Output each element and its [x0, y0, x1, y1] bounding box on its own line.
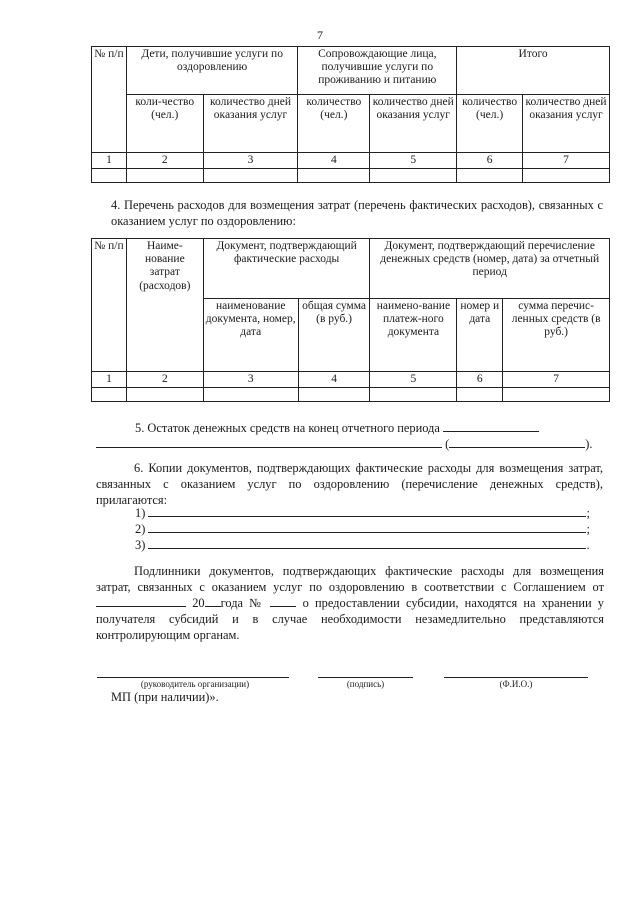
- year-prefix: 20: [192, 596, 205, 610]
- subheader-document-name: наименование документа, номер, дата: [203, 299, 298, 372]
- col-header-accompanying: Сопровождающие лица, получившие услуги по проживанию и питанию: [298, 47, 457, 95]
- year-suffix: года №: [220, 596, 265, 610]
- caption-sign: (подпись): [346, 679, 385, 689]
- balance-amount-field[interactable]: [449, 447, 585, 448]
- subheader-number-date: номер и дата: [457, 299, 503, 372]
- subheader-days-children: количество дней оказания услуг: [203, 95, 298, 153]
- expenses-table: [91, 238, 610, 402]
- signature-fio-line[interactable]: [444, 677, 588, 678]
- section-5: [135, 420, 605, 436]
- attachment-number: 3): [135, 538, 146, 552]
- empty-cell: [92, 169, 127, 183]
- section-4-text: 4. Перечень расходов для возмещения затрат (перечень фактических расходов), связанных с оказанием услуг по оздоровлению:: [111, 198, 603, 228]
- column-number: 7: [523, 153, 610, 169]
- col-header-children: Дети, получившие услуги по оздоровлению: [126, 47, 298, 95]
- subheader-total-sum: общая сумма (в руб.): [298, 299, 370, 372]
- column-number: 4: [298, 153, 370, 169]
- signature-sign-line[interactable]: [318, 677, 413, 678]
- section-6-text: 6. Копии документов, подтверждающих фактические расходы для возмещения затрат, связанных с оказанием услуг по оздоровлению (перечисление денежных средств), прилагаются:: [96, 461, 603, 507]
- column-number: 5: [370, 153, 457, 169]
- column-number: 5: [370, 372, 457, 388]
- subheader-qty-total: количество (чел.): [457, 95, 523, 153]
- col-header-total: Итого: [457, 47, 610, 95]
- caption-head: (руководитель организации): [140, 679, 250, 689]
- subheader-payment-document: наимено-вание платеж-ного документа: [370, 299, 457, 372]
- attachment-item: [135, 521, 605, 537]
- column-number: 1: [92, 153, 127, 169]
- col-header-num: № п/п: [92, 239, 127, 372]
- col-header-expense-document: Документ, подтверждающий фактические расходы: [203, 239, 370, 299]
- empty-cell: [298, 169, 370, 183]
- paren-close: ).: [585, 437, 593, 451]
- originals-text-1: Подлинники документов, подтверждающих фактические расходы для возмещения затрат, связанных с оказанием услуг по оздоровлению в соответствии с Соглашением от: [96, 564, 604, 594]
- originals-text-2: о предоставлении субсидии, находятся на хранении у получателя субсидий и в случае необходимости незамедлительно представляются контролирующим органам.: [96, 596, 605, 642]
- agreement-date-field[interactable]: [96, 606, 186, 607]
- balance-words-field[interactable]: [96, 447, 442, 448]
- col-header-num: № п/п: [92, 47, 127, 153]
- empty-cell: [370, 388, 457, 402]
- attachment-end: ;: [586, 506, 590, 520]
- empty-cell: [126, 169, 203, 183]
- recipients-table: [91, 46, 610, 183]
- empty-cell: [370, 169, 457, 183]
- originals-paragraph: [96, 563, 604, 643]
- col-header-expense-name: Наиме-нование затрат (расходов): [126, 239, 203, 372]
- subheader-transferred-sum: сумма перечис-ленных средств (в руб.): [503, 299, 610, 372]
- empty-cell: [457, 388, 503, 402]
- empty-cell: [523, 169, 610, 183]
- attachment-end: ;: [586, 522, 590, 536]
- column-number: 6: [457, 153, 523, 169]
- stamp-place: МП (при наличии)».: [111, 690, 219, 704]
- col-header-transfer-document: Документ, подтверждающий перечисление денежных средств (номер, дата) за отчетный период: [370, 239, 610, 299]
- subheader-days-accompanying: количество дней оказания услуг: [370, 95, 457, 153]
- attachment-item: [135, 505, 605, 521]
- column-number: 6: [457, 372, 503, 388]
- agreement-number-field[interactable]: [270, 606, 296, 607]
- attachment-field[interactable]: [148, 548, 586, 549]
- subheader-days-total: количество дней оказания услуг: [523, 95, 610, 153]
- attachment-field[interactable]: [148, 532, 586, 533]
- balance-field[interactable]: [443, 431, 539, 432]
- column-number: 3: [203, 372, 298, 388]
- attachment-end: .: [586, 538, 590, 552]
- column-number: 4: [298, 372, 370, 388]
- page-number: 7: [317, 28, 323, 42]
- empty-cell: [298, 388, 370, 402]
- empty-cell: [503, 388, 610, 402]
- attachment-number: 1): [135, 506, 146, 520]
- attachment-number: 2): [135, 522, 146, 536]
- year-field[interactable]: [205, 606, 221, 607]
- column-number: 7: [503, 372, 610, 388]
- empty-cell: [126, 388, 203, 402]
- attachment-field[interactable]: [148, 516, 586, 517]
- column-number: 2: [126, 153, 203, 169]
- column-number: 2: [126, 372, 203, 388]
- subheader-qty-children: коли-чество (чел.): [126, 95, 203, 153]
- column-number: 3: [203, 153, 298, 169]
- subheader-qty-accompanying: количество (чел.): [298, 95, 370, 153]
- empty-cell: [457, 169, 523, 183]
- empty-cell: [203, 388, 298, 402]
- empty-cell: [203, 169, 298, 183]
- column-number: 1: [92, 372, 127, 388]
- signature-head-line[interactable]: [97, 677, 289, 678]
- section-5-line2: [96, 436, 606, 452]
- section-5-text: 5. Остаток денежных средств на конец отчетного периода: [135, 421, 440, 435]
- empty-cell: [92, 388, 127, 402]
- caption-fio: (Ф.И.О.): [499, 679, 533, 689]
- paren-open: (: [445, 437, 450, 451]
- attachment-item: [135, 537, 605, 553]
